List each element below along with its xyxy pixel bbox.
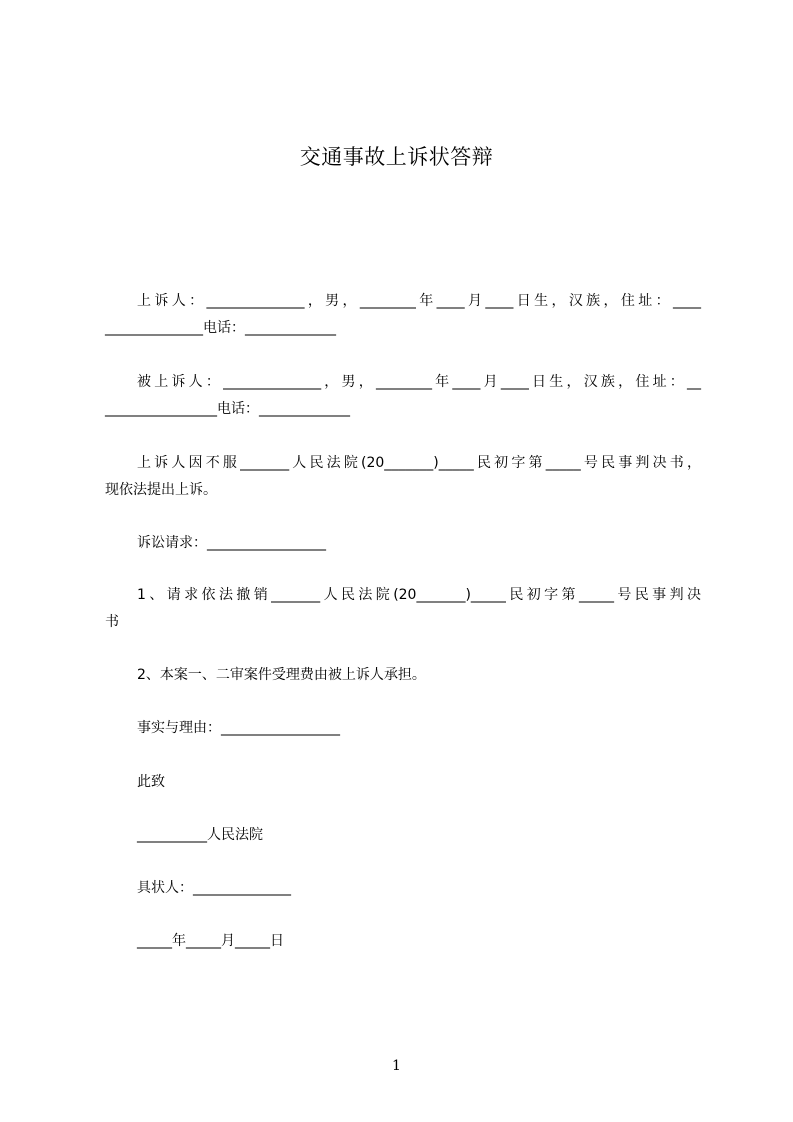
appellant-line-2: ______________电话：_____________ <box>105 320 336 336</box>
signer-line: 具状人：______________ <box>137 880 291 896</box>
closing-text: 此致 <box>137 774 165 790</box>
appellee-line-1: 被上诉人：______________，男，________年____月____日生，汉族，住址：__ <box>137 374 701 390</box>
document-title: 交通事故上诉状答辩 <box>299 145 494 169</box>
intro-line-1: 上诉人因不服_______人民法院(20_______)_____民初字第_____号民事判决书， <box>137 455 701 471</box>
intro-line-2: 现依法提出上诉。 <box>105 482 217 498</box>
facts-label: 事实与理由：_________________ <box>137 720 340 736</box>
page-number: 1 <box>392 1058 401 1074</box>
appellee-line-2: ________________电话：_____________ <box>105 401 350 417</box>
request-1-line-1: 1、请求依法撤销_______人民法院(20_______)_____民初字第_____号民事判决 <box>137 587 701 603</box>
request-2: 2、本案一、二审案件受理费由被上诉人承担。 <box>137 667 426 683</box>
request-1-line-2: 书 <box>105 614 119 630</box>
request-label: 诉讼请求：_________________ <box>137 535 326 551</box>
appellant-line-1: 上诉人：______________，男，________年____月____日生，汉族，住址：____ <box>137 293 701 309</box>
date-line: _____年_____月_____日 <box>137 933 284 949</box>
court-name-line: __________人民法院 <box>137 827 263 843</box>
